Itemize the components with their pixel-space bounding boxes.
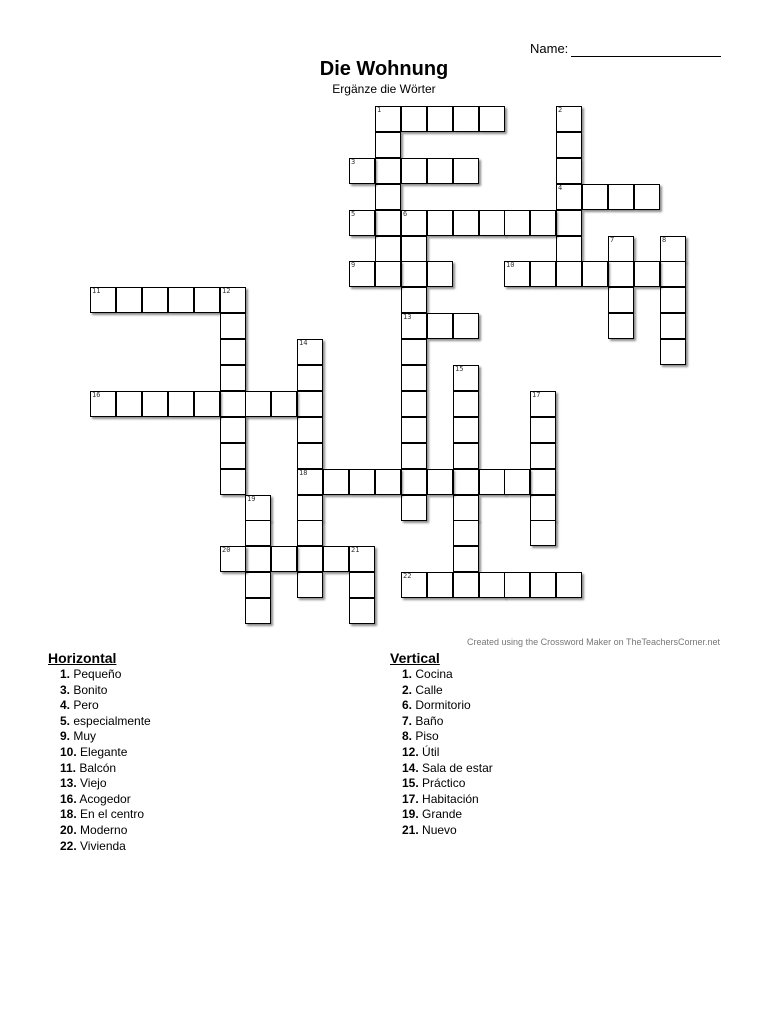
cell-number: 15 (455, 365, 464, 373)
crossword-cell[interactable] (453, 495, 479, 521)
clue-item (390, 698, 493, 714)
crossword-cell[interactable] (504, 261, 530, 287)
clue-item (390, 823, 493, 839)
crossword-cell[interactable] (556, 210, 582, 236)
crossword-cell[interactable] (349, 572, 375, 598)
cell-number: 6 (403, 210, 408, 218)
crossword-cell[interactable] (245, 572, 271, 598)
crossword-cell[interactable] (504, 469, 530, 495)
crossword-cell[interactable] (349, 469, 375, 495)
crossword-cell[interactable] (453, 106, 479, 132)
clue-number: 6. (402, 698, 413, 713)
clue-text: En el centro (76, 807, 145, 822)
crossword-cell[interactable] (401, 287, 427, 313)
cell-number: 5 (351, 210, 356, 218)
crossword-cell[interactable] (220, 313, 246, 339)
crossword-cell[interactable] (401, 417, 427, 443)
crossword-cell[interactable] (220, 443, 246, 469)
clue-number: 15. (402, 776, 419, 791)
crossword-cell[interactable] (168, 287, 194, 313)
clue-item (48, 714, 151, 730)
crossword-cell[interactable] (453, 546, 479, 572)
crossword-cell[interactable] (634, 261, 660, 287)
crossword-cell[interactable] (271, 391, 297, 417)
crossword-cell[interactable] (401, 365, 427, 391)
crossword-cell[interactable] (556, 261, 582, 287)
down-heading: Vertical (390, 650, 440, 666)
crossword-cell[interactable] (530, 417, 556, 443)
crossword-cell[interactable] (297, 572, 323, 598)
crossword-cell[interactable] (375, 236, 401, 262)
crossword-cell[interactable] (556, 106, 582, 132)
clue-item (48, 776, 151, 792)
crossword-cell[interactable] (453, 210, 479, 236)
crossword-cell[interactable] (556, 572, 582, 598)
crossword-cell[interactable] (349, 210, 375, 236)
crossword-cell[interactable] (453, 520, 479, 546)
clue-item (48, 823, 151, 839)
crossword-cell[interactable] (608, 261, 634, 287)
crossword-cell[interactable] (660, 236, 686, 262)
crossword-cell[interactable] (530, 210, 556, 236)
crossword-cell[interactable] (297, 365, 323, 391)
crossword-cell[interactable] (245, 546, 271, 572)
crossword-cell[interactable] (660, 287, 686, 313)
crossword-cell[interactable] (297, 495, 323, 521)
crossword-cell[interactable] (323, 546, 349, 572)
cell-number: 10 (506, 261, 515, 269)
crossword-cell[interactable] (582, 261, 608, 287)
crossword-cell[interactable] (530, 391, 556, 417)
clue-number: 2. (402, 682, 413, 697)
cell-number: 21 (351, 546, 360, 554)
crossword-cell[interactable] (453, 158, 479, 184)
crossword-cell[interactable] (453, 391, 479, 417)
clue-number: 5. (60, 713, 71, 728)
cell-number: 8 (662, 236, 667, 244)
clue-number: 20. (60, 822, 77, 837)
crossword-cell[interactable] (349, 158, 375, 184)
clue-number: 14. (402, 760, 419, 775)
clue-number: 10. (60, 744, 77, 759)
crossword-cell[interactable] (90, 391, 116, 417)
clue-item (48, 761, 151, 777)
crossword-cell[interactable] (427, 313, 453, 339)
clue-number: 7. (402, 713, 413, 728)
clue-item (390, 745, 493, 761)
crossword-cell[interactable] (427, 158, 453, 184)
crossword-cell[interactable] (375, 469, 401, 495)
crossword-cell[interactable] (401, 495, 427, 521)
cell-number: 13 (403, 313, 412, 321)
page-title: Die Wohnung (319, 58, 449, 80)
clue-item (390, 776, 493, 792)
crossword-cell[interactable] (504, 572, 530, 598)
crossword-cell[interactable] (479, 210, 505, 236)
cell-number: 2 (558, 106, 563, 114)
crossword-cell[interactable] (660, 313, 686, 339)
across-clues (48, 650, 151, 854)
clue-text: Bonito (70, 682, 108, 697)
clue-item (48, 698, 151, 714)
clue-text: Acogedor (76, 791, 131, 806)
crossword-cell[interactable] (608, 287, 634, 313)
clue-item (48, 667, 151, 683)
clue-text: Nuevo (418, 822, 457, 837)
crossword-cell[interactable] (427, 210, 453, 236)
credit-line: Created using the Crossword Maker on TheTeachersCorner.net (467, 637, 720, 647)
crossword-cell[interactable] (401, 469, 427, 495)
crossword-cell[interactable] (375, 132, 401, 158)
crossword-cell[interactable] (608, 313, 634, 339)
crossword-cell[interactable] (427, 469, 453, 495)
crossword-cell[interactable] (660, 339, 686, 365)
cell-number: 22 (403, 572, 412, 580)
crossword-cell[interactable] (453, 443, 479, 469)
crossword-cell[interactable] (479, 106, 505, 132)
crossword-cell[interactable] (453, 469, 479, 495)
clue-text: Baño (412, 713, 444, 728)
clue-item (390, 729, 493, 745)
clue-text: Dormitorio (412, 698, 471, 713)
crossword-cell[interactable] (194, 287, 220, 313)
crossword-cell[interactable] (530, 495, 556, 521)
crossword-cell[interactable] (453, 365, 479, 391)
crossword-cell[interactable] (401, 443, 427, 469)
cell-number: 17 (532, 391, 541, 399)
crossword-cell[interactable] (556, 158, 582, 184)
crossword-cell[interactable] (401, 236, 427, 262)
across-heading: Horizontal (48, 650, 117, 666)
cell-number: 3 (351, 158, 356, 166)
crossword-cell[interactable] (375, 261, 401, 287)
cell-number: 20 (222, 546, 231, 554)
crossword-cell[interactable] (427, 106, 453, 132)
clue-number: 3. (60, 682, 71, 697)
clue-text: Muy (70, 729, 97, 744)
crossword-cell[interactable] (245, 391, 271, 417)
crossword-cell[interactable] (116, 391, 142, 417)
crossword-cell[interactable] (245, 495, 271, 521)
crossword-cell[interactable] (504, 210, 530, 236)
cell-number: 1 (377, 106, 382, 114)
clue-text: Calle (412, 682, 443, 697)
clue-item (48, 683, 151, 699)
clue-item (48, 729, 151, 745)
crossword-cell[interactable] (556, 184, 582, 210)
crossword-cell[interactable] (220, 391, 246, 417)
cell-number: 11 (92, 287, 101, 295)
clue-item (48, 745, 151, 761)
crossword-cell[interactable] (375, 106, 401, 132)
clue-item (48, 807, 151, 823)
clue-number: 8. (402, 729, 413, 744)
crossword-cell[interactable] (375, 210, 401, 236)
crossword-cell[interactable] (530, 572, 556, 598)
clue-item (48, 792, 151, 808)
clue-text: Elegante (76, 744, 128, 759)
clue-number: 13. (60, 776, 77, 791)
crossword-cell[interactable] (608, 236, 634, 262)
crossword-cell[interactable] (401, 391, 427, 417)
crossword-cell[interactable] (220, 287, 246, 313)
crossword-cell[interactable] (530, 261, 556, 287)
clue-text: Útil (418, 744, 440, 759)
clue-number: 16. (60, 791, 77, 806)
clue-text: Sala de estar (418, 760, 493, 775)
crossword-cell[interactable] (556, 236, 582, 262)
down-clues (390, 650, 493, 839)
cell-number: 18 (299, 469, 308, 477)
clue-number: 11. (60, 760, 77, 775)
crossword-cell[interactable] (401, 313, 427, 339)
crossword-cell[interactable] (220, 546, 246, 572)
crossword-cell[interactable] (453, 572, 479, 598)
clue-number: 19. (402, 807, 419, 822)
cell-number: 4 (558, 184, 563, 192)
crossword-cell[interactable] (401, 210, 427, 236)
clue-text: Piso (412, 729, 439, 744)
cell-number: 14 (299, 339, 308, 347)
crossword-cell[interactable] (401, 261, 427, 287)
crossword-cell[interactable] (453, 417, 479, 443)
clue-text: Viejo (76, 776, 107, 791)
crossword-cell[interactable] (168, 391, 194, 417)
crossword-cell[interactable] (220, 365, 246, 391)
cell-number: 19 (247, 495, 256, 503)
clue-item (390, 683, 493, 699)
clue-item (390, 761, 493, 777)
crossword-cell[interactable] (116, 287, 142, 313)
crossword-cell[interactable] (142, 391, 168, 417)
crossword-cell[interactable] (194, 391, 220, 417)
cell-number: 7 (610, 236, 615, 244)
crossword-cell[interactable] (479, 572, 505, 598)
crossword-cell[interactable] (556, 132, 582, 158)
crossword-cell[interactable] (530, 520, 556, 546)
name-label: Name: (530, 41, 569, 56)
clue-text: Balcón (76, 760, 117, 775)
crossword-cell[interactable] (245, 520, 271, 546)
clue-text: Vivienda (76, 838, 126, 853)
crossword-cell[interactable] (297, 546, 323, 572)
clue-number: 21. (402, 822, 419, 837)
cell-number: 12 (222, 287, 231, 295)
clue-text: Grande (418, 807, 463, 822)
clue-number: 9. (60, 729, 71, 744)
crossword-cell[interactable] (530, 443, 556, 469)
clue-item (390, 792, 493, 808)
clue-text: Cocina (412, 667, 453, 681)
crossword-cell[interactable] (220, 469, 246, 495)
crossword-cell[interactable] (323, 469, 349, 495)
crossword-cell[interactable] (220, 339, 246, 365)
crossword-cell[interactable] (427, 261, 453, 287)
page-subtitle: Ergänze die Wörter (332, 82, 436, 96)
crossword-cell[interactable] (297, 520, 323, 546)
clue-number: 18. (60, 807, 77, 822)
crossword-cell[interactable] (297, 339, 323, 365)
crossword-cell[interactable] (401, 339, 427, 365)
crossword-cell[interactable] (427, 572, 453, 598)
clue-number: 1. (60, 667, 71, 681)
clue-number: 1. (402, 667, 413, 681)
crossword-cell[interactable] (271, 546, 297, 572)
crossword-cell[interactable] (349, 546, 375, 572)
cell-number: 16 (92, 391, 101, 399)
clue-item (390, 807, 493, 823)
crossword-cell[interactable] (297, 417, 323, 443)
crossword-cell[interactable] (297, 469, 323, 495)
crossword-cell[interactable] (582, 184, 608, 210)
crossword-cell[interactable] (401, 106, 427, 132)
crossword-cell[interactable] (608, 184, 634, 210)
crossword-cell[interactable] (297, 443, 323, 469)
clue-item (390, 667, 493, 683)
crossword-cell[interactable] (530, 469, 556, 495)
clue-text: especialmente (70, 713, 151, 728)
crossword-cell[interactable] (660, 261, 686, 287)
crossword-cell[interactable] (375, 158, 401, 184)
clue-item (48, 839, 151, 855)
crossword-cell[interactable] (90, 287, 116, 313)
clue-item (390, 714, 493, 730)
clue-number: 4. (60, 698, 71, 713)
clue-text: Pero (70, 698, 99, 713)
clue-number: 17. (402, 791, 419, 806)
crossword-cell[interactable] (349, 261, 375, 287)
crossword-cell[interactable] (349, 598, 375, 624)
crossword-cell[interactable] (245, 598, 271, 624)
crossword-cell[interactable] (375, 184, 401, 210)
clue-number: 12. (402, 744, 419, 759)
clue-text: Habitación (418, 791, 479, 806)
crossword-cell[interactable] (634, 184, 660, 210)
crossword-cell[interactable] (297, 391, 323, 417)
crossword-cell[interactable] (453, 313, 479, 339)
clue-text: Pequeño (70, 667, 122, 681)
crossword-cell[interactable] (142, 287, 168, 313)
crossword-cell[interactable] (401, 572, 427, 598)
clue-number: 22. (60, 838, 77, 853)
clue-text: Moderno (76, 822, 128, 837)
crossword-cell[interactable] (479, 469, 505, 495)
crossword-cell[interactable] (220, 417, 246, 443)
crossword-cell[interactable] (401, 158, 427, 184)
clue-text: Práctico (418, 776, 466, 791)
cell-number: 9 (351, 261, 356, 269)
